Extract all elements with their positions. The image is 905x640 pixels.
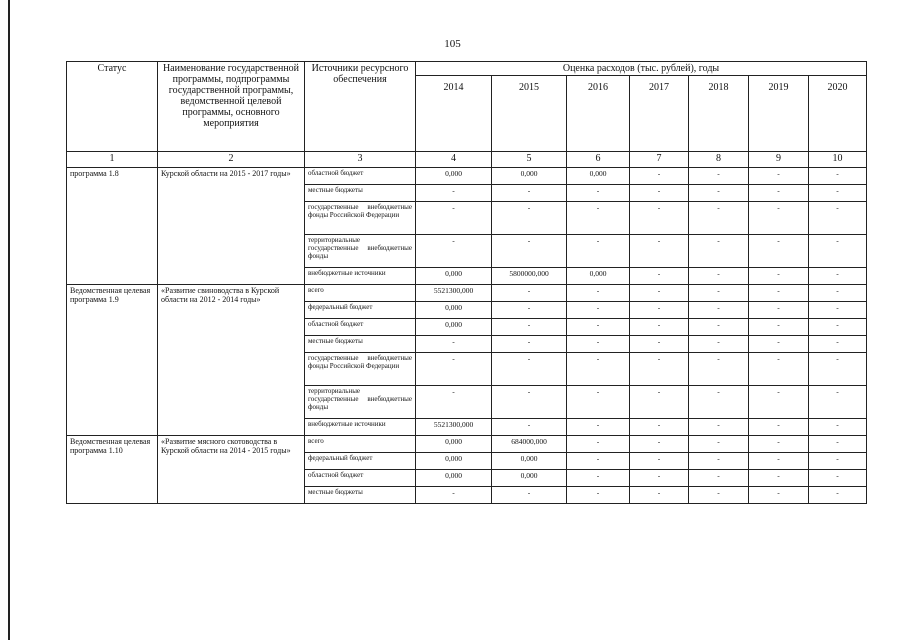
- header-status: Статус: [67, 62, 158, 152]
- expense-value: 0,000: [567, 168, 630, 185]
- expense-value: -: [416, 235, 492, 268]
- expense-value: -: [689, 168, 749, 185]
- expense-value: -: [749, 419, 809, 436]
- expense-value: -: [749, 436, 809, 453]
- expense-value: -: [689, 487, 749, 504]
- funding-source: областной бюджет: [305, 319, 416, 336]
- expense-value: -: [809, 268, 867, 285]
- expense-value: 0,000: [567, 268, 630, 285]
- program-name: «Развитие свиноводства в Курской области на 2012 - 2014 годы»: [158, 285, 305, 436]
- expense-value: -: [492, 285, 567, 302]
- expense-value: 0,000: [416, 436, 492, 453]
- expense-value: -: [630, 336, 689, 353]
- expense-value: -: [416, 202, 492, 235]
- expense-value: -: [567, 470, 630, 487]
- expense-value: -: [809, 202, 867, 235]
- column-number: 5: [492, 152, 567, 168]
- expense-value: -: [809, 487, 867, 504]
- funding-source: местные бюджеты: [305, 336, 416, 353]
- expense-value: -: [567, 487, 630, 504]
- expense-value: -: [809, 353, 867, 386]
- column-number: 3: [305, 152, 416, 168]
- expense-value: -: [809, 436, 867, 453]
- expense-value: -: [809, 235, 867, 268]
- expense-value: -: [809, 285, 867, 302]
- column-number: 8: [689, 152, 749, 168]
- expense-value: -: [567, 302, 630, 319]
- expense-value: -: [567, 285, 630, 302]
- funding-source: внебюджетные источники: [305, 419, 416, 436]
- funding-source: государственные внебюджетные фонды Российской Федерации: [305, 353, 416, 386]
- expense-value: -: [492, 353, 567, 386]
- expense-value: 0,000: [416, 470, 492, 487]
- funding-source: местные бюджеты: [305, 185, 416, 202]
- expense-value: 0,000: [416, 453, 492, 470]
- expense-value: -: [630, 436, 689, 453]
- table-row: [67, 436, 867, 453]
- expense-value: -: [567, 319, 630, 336]
- expense-value: -: [492, 487, 567, 504]
- expense-value: 5521300,000: [416, 419, 492, 436]
- expense-value: -: [689, 302, 749, 319]
- column-number: 4: [416, 152, 492, 168]
- expense-value: -: [689, 268, 749, 285]
- column-number: 7: [630, 152, 689, 168]
- expense-value: -: [749, 202, 809, 235]
- column-number: 9: [749, 152, 809, 168]
- expense-value: -: [749, 470, 809, 487]
- expense-value: -: [749, 386, 809, 419]
- header-year: 2017: [630, 76, 689, 152]
- expense-value: -: [630, 268, 689, 285]
- funding-source: внебюджетные источники: [305, 268, 416, 285]
- program-status: программа 1.8: [67, 168, 158, 285]
- header-expenses: Оценка расходов (тыс. рублей), годы: [416, 62, 867, 76]
- expense-value: -: [416, 353, 492, 386]
- expense-value: -: [809, 386, 867, 419]
- expense-value: -: [567, 436, 630, 453]
- column-number: 1: [67, 152, 158, 168]
- expense-value: -: [689, 436, 749, 453]
- expense-value: -: [630, 319, 689, 336]
- expense-value: -: [689, 319, 749, 336]
- table-row: [67, 285, 867, 302]
- funding-source: территориальные государственные внебюджетные фонды: [305, 386, 416, 419]
- funding-source: государственные внебюджетные фонды Российской Федерации: [305, 202, 416, 235]
- page-number: 105: [444, 38, 461, 50]
- funding-source: всего: [305, 436, 416, 453]
- expense-value: -: [749, 353, 809, 386]
- expense-value: -: [689, 336, 749, 353]
- expense-value: -: [630, 235, 689, 268]
- expense-value: -: [416, 185, 492, 202]
- expenses-table: [66, 61, 867, 504]
- expense-value: -: [689, 235, 749, 268]
- expense-value: -: [749, 319, 809, 336]
- expense-value: -: [630, 185, 689, 202]
- margin-rule: [8, 0, 10, 640]
- table-body: [67, 168, 867, 504]
- expense-value: -: [492, 419, 567, 436]
- program-name: Курской области на 2015 - 2017 годы»: [158, 168, 305, 285]
- expense-value: -: [749, 336, 809, 353]
- table-row: [67, 168, 867, 185]
- header-year: 2015: [492, 76, 567, 152]
- expense-value: -: [689, 419, 749, 436]
- expense-value: -: [689, 353, 749, 386]
- funding-source: территориальные государственные внебюджетные фонды: [305, 235, 416, 268]
- funding-source: областной бюджет: [305, 168, 416, 185]
- expense-value: 0,000: [492, 470, 567, 487]
- expense-value: 0,000: [492, 453, 567, 470]
- expense-value: -: [630, 285, 689, 302]
- expense-value: -: [749, 487, 809, 504]
- column-number: 6: [567, 152, 630, 168]
- expense-value: -: [492, 235, 567, 268]
- funding-source: областной бюджет: [305, 470, 416, 487]
- expense-value: -: [809, 336, 867, 353]
- expense-value: -: [749, 268, 809, 285]
- expense-value: -: [689, 185, 749, 202]
- funding-source: федеральный бюджет: [305, 302, 416, 319]
- expense-value: -: [630, 487, 689, 504]
- program-status: Ведомственная целевая программа 1.9: [67, 285, 158, 436]
- expense-value: -: [749, 453, 809, 470]
- expense-value: 0,000: [416, 268, 492, 285]
- expense-value: 0,000: [416, 319, 492, 336]
- expense-value: -: [567, 386, 630, 419]
- expense-value: 0,000: [416, 302, 492, 319]
- column-number: 2: [158, 152, 305, 168]
- expense-value: -: [749, 235, 809, 268]
- column-number: 10: [809, 152, 867, 168]
- expense-value: 0,000: [416, 168, 492, 185]
- header-year: 2020: [809, 76, 867, 152]
- header-year: 2016: [567, 76, 630, 152]
- header-year: 2019: [749, 76, 809, 152]
- expense-value: -: [689, 386, 749, 419]
- expense-value: -: [567, 202, 630, 235]
- expense-value: -: [749, 302, 809, 319]
- expense-value: -: [630, 302, 689, 319]
- expense-value: 0,000: [492, 168, 567, 185]
- expense-value: -: [630, 386, 689, 419]
- expense-value: -: [809, 419, 867, 436]
- expense-value: -: [809, 453, 867, 470]
- expense-value: -: [689, 453, 749, 470]
- expense-value: -: [416, 487, 492, 504]
- header-sources: Источники ресурсного обеспечения: [305, 62, 416, 152]
- expense-value: -: [809, 470, 867, 487]
- expense-value: -: [416, 386, 492, 419]
- expense-value: -: [492, 386, 567, 419]
- expense-value: -: [567, 185, 630, 202]
- expense-value: -: [809, 168, 867, 185]
- expense-value: -: [567, 453, 630, 470]
- program-name: «Развитие мясного скотоводства в Курской области на 2014 - 2015 годы»: [158, 436, 305, 504]
- expense-value: -: [630, 470, 689, 487]
- expense-value: -: [630, 353, 689, 386]
- expense-value: 5800000,000: [492, 268, 567, 285]
- expense-value: -: [809, 319, 867, 336]
- funding-source: федеральный бюджет: [305, 453, 416, 470]
- expense-value: -: [567, 353, 630, 386]
- expense-value: -: [630, 202, 689, 235]
- expense-value: -: [689, 202, 749, 235]
- funding-source: всего: [305, 285, 416, 302]
- expense-value: -: [492, 336, 567, 353]
- header-year: 2018: [689, 76, 749, 152]
- expense-value: -: [749, 168, 809, 185]
- program-status: Ведомственная целевая программа 1.10: [67, 436, 158, 504]
- expense-value: -: [630, 168, 689, 185]
- expense-value: -: [809, 185, 867, 202]
- expense-value: -: [630, 419, 689, 436]
- expense-value: -: [492, 302, 567, 319]
- header-name: Наименование государственной программы, подпрограммы государственной программы, ведомственной целевой программы, основного мероприятия: [158, 62, 305, 152]
- expense-value: -: [492, 202, 567, 235]
- expense-value: -: [492, 185, 567, 202]
- expense-value: -: [567, 235, 630, 268]
- expense-value: -: [567, 336, 630, 353]
- expense-value: 684000,000: [492, 436, 567, 453]
- expense-value: -: [809, 302, 867, 319]
- expense-value: -: [416, 336, 492, 353]
- expense-value: -: [492, 319, 567, 336]
- header-year: 2014: [416, 76, 492, 152]
- expense-value: -: [689, 470, 749, 487]
- funding-source: местные бюджеты: [305, 487, 416, 504]
- expense-value: -: [689, 285, 749, 302]
- expense-value: -: [749, 285, 809, 302]
- expense-value: -: [630, 453, 689, 470]
- expense-value: 5521300,000: [416, 285, 492, 302]
- expense-value: -: [749, 185, 809, 202]
- expense-value: -: [567, 419, 630, 436]
